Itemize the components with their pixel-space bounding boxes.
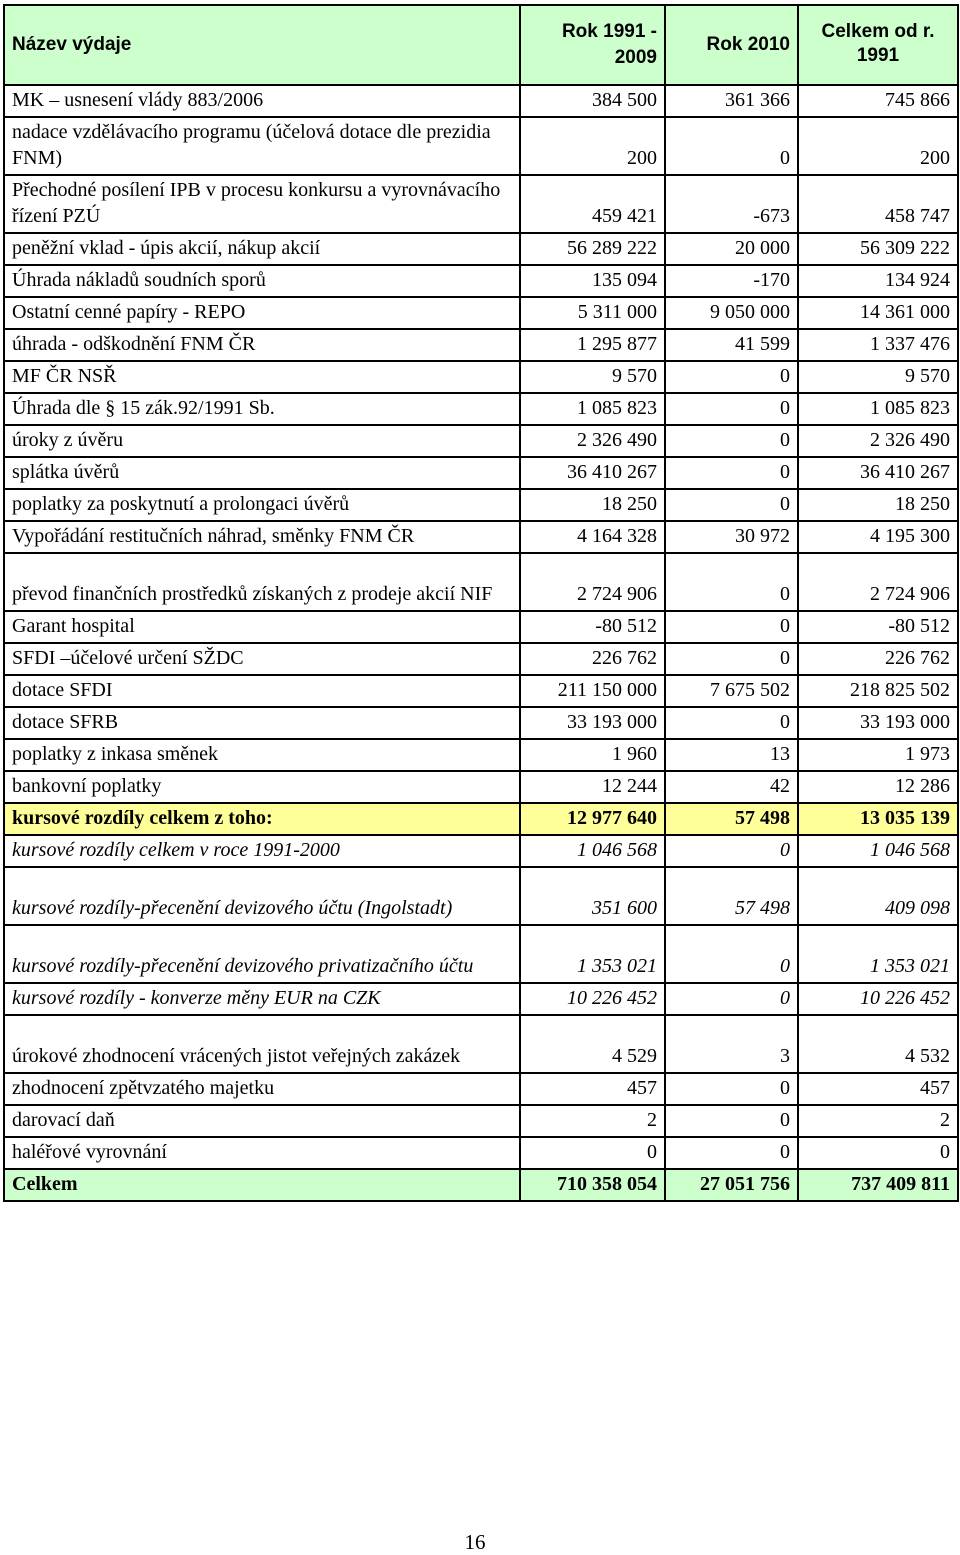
row-value-period2: 0 bbox=[665, 117, 798, 175]
row-value-total: 409 098 bbox=[798, 867, 958, 925]
row-name-cell: MK – usnesení vlády 883/2006 bbox=[4, 85, 520, 117]
row-name-cell: Úhrada nákladů soudních sporů bbox=[4, 265, 520, 297]
row-name-cell: úhrada - odškodnění FNM ČR bbox=[4, 329, 520, 361]
row-value-period2: 0 bbox=[665, 1073, 798, 1105]
row-value-period1: 135 094 bbox=[520, 265, 665, 297]
row-value-period2: 0 bbox=[665, 553, 798, 611]
row-value-total: 1 353 021 bbox=[798, 925, 958, 983]
row-value-total: 134 924 bbox=[798, 265, 958, 297]
row-value-total: 458 747 bbox=[798, 175, 958, 233]
table-row bbox=[4, 425, 958, 457]
column-header-name: Název výdaje bbox=[4, 5, 520, 85]
table-row bbox=[4, 1105, 958, 1137]
row-name-cell: SFDI –účelové určení SŽDC bbox=[4, 643, 520, 675]
row-value-period2: 20 000 bbox=[665, 233, 798, 265]
row-name-cell: úrokové zhodnocení vrácených jistot veřejných zakázek bbox=[4, 1015, 520, 1073]
row-value-period1: 2 326 490 bbox=[520, 425, 665, 457]
row-name-cell: kursové rozdíly celkem v roce 1991-2000 bbox=[4, 835, 520, 867]
row-value-period1: 710 358 054 bbox=[520, 1169, 665, 1201]
row-value-period2: 0 bbox=[665, 643, 798, 675]
column-header-period1: Rok 1991 - 2009 bbox=[520, 5, 665, 85]
row-name-cell: poplatky z inkasa směnek bbox=[4, 739, 520, 771]
row-value-total: 1 085 823 bbox=[798, 393, 958, 425]
row-name-cell: splátka úvěrů bbox=[4, 457, 520, 489]
row-value-period1: 12 244 bbox=[520, 771, 665, 803]
table-row bbox=[4, 803, 958, 835]
row-name-cell: převod finančních prostředků získaných z prodeje akcií NIF bbox=[4, 553, 520, 611]
header-row bbox=[4, 5, 958, 85]
row-value-total: 18 250 bbox=[798, 489, 958, 521]
row-value-total: 4 195 300 bbox=[798, 521, 958, 553]
row-value-period1: 2 bbox=[520, 1105, 665, 1137]
row-value-total: 745 866 bbox=[798, 85, 958, 117]
row-value-period2: 0 bbox=[665, 611, 798, 643]
row-value-period2: 27 051 756 bbox=[665, 1169, 798, 1201]
row-value-period1: 1 085 823 bbox=[520, 393, 665, 425]
row-value-period2: 0 bbox=[665, 393, 798, 425]
row-name-cell: bankovní poplatky bbox=[4, 771, 520, 803]
row-name-cell: zhodnocení zpětvzatého majetku bbox=[4, 1073, 520, 1105]
row-value-total: 14 361 000 bbox=[798, 297, 958, 329]
row-value-period1: 18 250 bbox=[520, 489, 665, 521]
column-header-period2: Rok 2010 bbox=[665, 5, 798, 85]
row-value-period2: 0 bbox=[665, 707, 798, 739]
row-value-period1: 33 193 000 bbox=[520, 707, 665, 739]
row-name-cell: kursové rozdíly - konverze měny EUR na CZK bbox=[4, 983, 520, 1015]
row-value-period1: 36 410 267 bbox=[520, 457, 665, 489]
row-value-period1: 1 046 568 bbox=[520, 835, 665, 867]
row-name-cell: poplatky za poskytnutí a prolongaci úvěrů bbox=[4, 489, 520, 521]
table-row bbox=[4, 553, 958, 611]
row-value-total: 2 326 490 bbox=[798, 425, 958, 457]
row-name-cell: kursové rozdíly-přecenění devizového privatizačního účtu bbox=[4, 925, 520, 983]
row-value-period1: 384 500 bbox=[520, 85, 665, 117]
row-name-cell: kursové rozdíly-přecenění devizového účtu (Ingolstadt) bbox=[4, 867, 520, 925]
row-name-cell: Celkem bbox=[4, 1169, 520, 1201]
row-value-period2: 0 bbox=[665, 983, 798, 1015]
row-value-period2: 0 bbox=[665, 925, 798, 983]
row-value-period2: 0 bbox=[665, 1137, 798, 1169]
row-value-total: 218 825 502 bbox=[798, 675, 958, 707]
row-name-cell: Úhrada dle § 15 zák.92/1991 Sb. bbox=[4, 393, 520, 425]
row-value-total: 226 762 bbox=[798, 643, 958, 675]
row-value-period1: 226 762 bbox=[520, 643, 665, 675]
row-value-period2: 0 bbox=[665, 457, 798, 489]
row-value-period2: 0 bbox=[665, 425, 798, 457]
row-value-period1: 4 529 bbox=[520, 1015, 665, 1073]
row-value-period2: 41 599 bbox=[665, 329, 798, 361]
row-value-period1: 12 977 640 bbox=[520, 803, 665, 835]
row-value-total: 2 bbox=[798, 1105, 958, 1137]
row-value-total: 737 409 811 bbox=[798, 1169, 958, 1201]
row-value-period2: 57 498 bbox=[665, 803, 798, 835]
table-row bbox=[4, 361, 958, 393]
row-name-cell: nadace vzdělávacího programu (účelová dotace dle prezidia FNM) bbox=[4, 117, 520, 175]
row-value-period1: 1 353 021 bbox=[520, 925, 665, 983]
row-value-total: -80 512 bbox=[798, 611, 958, 643]
row-name-cell: haléřové vyrovnání bbox=[4, 1137, 520, 1169]
row-value-period1: 10 226 452 bbox=[520, 983, 665, 1015]
table-row bbox=[4, 925, 958, 983]
row-value-total: 200 bbox=[798, 117, 958, 175]
table-row bbox=[4, 983, 958, 1015]
row-name-cell: Garant hospital bbox=[4, 611, 520, 643]
row-name-cell: Přechodné posílení IPB v procesu konkursu a vyrovnávacího řízení PZÚ bbox=[4, 175, 520, 233]
table-row bbox=[4, 707, 958, 739]
table-row bbox=[4, 643, 958, 675]
table-row bbox=[4, 1137, 958, 1169]
table-row bbox=[4, 233, 958, 265]
row-value-total: 457 bbox=[798, 1073, 958, 1105]
row-value-period1: 0 bbox=[520, 1137, 665, 1169]
table-row bbox=[4, 611, 958, 643]
row-name-cell: peněžní vklad - úpis akcií, nákup akcií bbox=[4, 233, 520, 265]
row-value-period2: 361 366 bbox=[665, 85, 798, 117]
table-row bbox=[4, 265, 958, 297]
row-value-total: 33 193 000 bbox=[798, 707, 958, 739]
table-body bbox=[4, 85, 958, 1201]
row-value-total: 4 532 bbox=[798, 1015, 958, 1073]
row-name-cell: Vypořádání restitučních náhrad, směnky FNM ČR bbox=[4, 521, 520, 553]
row-value-period1: 56 289 222 bbox=[520, 233, 665, 265]
row-name-cell: kursové rozdíly celkem z toho: bbox=[4, 803, 520, 835]
row-name-cell: dotace SFDI bbox=[4, 675, 520, 707]
row-value-total: 36 410 267 bbox=[798, 457, 958, 489]
row-name-cell: darovací daň bbox=[4, 1105, 520, 1137]
row-value-total: 0 bbox=[798, 1137, 958, 1169]
table-row bbox=[4, 85, 958, 117]
table-row bbox=[4, 1015, 958, 1073]
row-value-period2: 0 bbox=[665, 835, 798, 867]
page-number: 16 bbox=[464, 1530, 486, 1554]
row-value-period2: 7 675 502 bbox=[665, 675, 798, 707]
row-value-total: 1 337 476 bbox=[798, 329, 958, 361]
row-value-period1: 1 295 877 bbox=[520, 329, 665, 361]
row-value-period2: -170 bbox=[665, 265, 798, 297]
row-value-period1: 1 960 bbox=[520, 739, 665, 771]
row-value-period1: 211 150 000 bbox=[520, 675, 665, 707]
row-value-total: 12 286 bbox=[798, 771, 958, 803]
row-value-period2: 9 050 000 bbox=[665, 297, 798, 329]
row-name-cell: úroky z úvěru bbox=[4, 425, 520, 457]
row-name-cell: Ostatní cenné papíry - REPO bbox=[4, 297, 520, 329]
total-row bbox=[4, 1169, 958, 1201]
table-row bbox=[4, 297, 958, 329]
table-row bbox=[4, 835, 958, 867]
row-value-period2: 0 bbox=[665, 489, 798, 521]
row-value-period1: 351 600 bbox=[520, 867, 665, 925]
table-row bbox=[4, 117, 958, 175]
row-value-total: 10 226 452 bbox=[798, 983, 958, 1015]
row-value-period1: 9 570 bbox=[520, 361, 665, 393]
row-value-period2: 0 bbox=[665, 1105, 798, 1137]
row-value-period1: -80 512 bbox=[520, 611, 665, 643]
table-row bbox=[4, 175, 958, 233]
table-row bbox=[4, 771, 958, 803]
row-value-period1: 200 bbox=[520, 117, 665, 175]
row-name-cell: dotace SFRB bbox=[4, 707, 520, 739]
row-value-period1: 457 bbox=[520, 1073, 665, 1105]
row-value-total: 56 309 222 bbox=[798, 233, 958, 265]
row-value-period2: -673 bbox=[665, 175, 798, 233]
row-value-period1: 4 164 328 bbox=[520, 521, 665, 553]
row-value-period2: 57 498 bbox=[665, 867, 798, 925]
row-value-period2: 0 bbox=[665, 361, 798, 393]
row-value-period2: 13 bbox=[665, 739, 798, 771]
table-row bbox=[4, 393, 958, 425]
expense-table bbox=[3, 4, 959, 1202]
table-row bbox=[4, 867, 958, 925]
row-value-total: 9 570 bbox=[798, 361, 958, 393]
row-value-period1: 5 311 000 bbox=[520, 297, 665, 329]
table-row bbox=[4, 675, 958, 707]
table-row bbox=[4, 521, 958, 553]
row-value-total: 2 724 906 bbox=[798, 553, 958, 611]
row-value-period1: 459 421 bbox=[520, 175, 665, 233]
column-header-total: Celkem od r. 1991 bbox=[798, 5, 958, 85]
row-value-period2: 3 bbox=[665, 1015, 798, 1073]
row-value-total: 1 973 bbox=[798, 739, 958, 771]
row-name-cell: MF ČR NSŘ bbox=[4, 361, 520, 393]
table-row bbox=[4, 489, 958, 521]
table-row bbox=[4, 739, 958, 771]
row-value-period2: 30 972 bbox=[665, 521, 798, 553]
table-row bbox=[4, 457, 958, 489]
row-value-period2: 42 bbox=[665, 771, 798, 803]
row-value-total: 1 046 568 bbox=[798, 835, 958, 867]
table-row bbox=[4, 329, 958, 361]
row-value-total: 13 035 139 bbox=[798, 803, 958, 835]
row-value-period1: 2 724 906 bbox=[520, 553, 665, 611]
table-row bbox=[4, 1073, 958, 1105]
